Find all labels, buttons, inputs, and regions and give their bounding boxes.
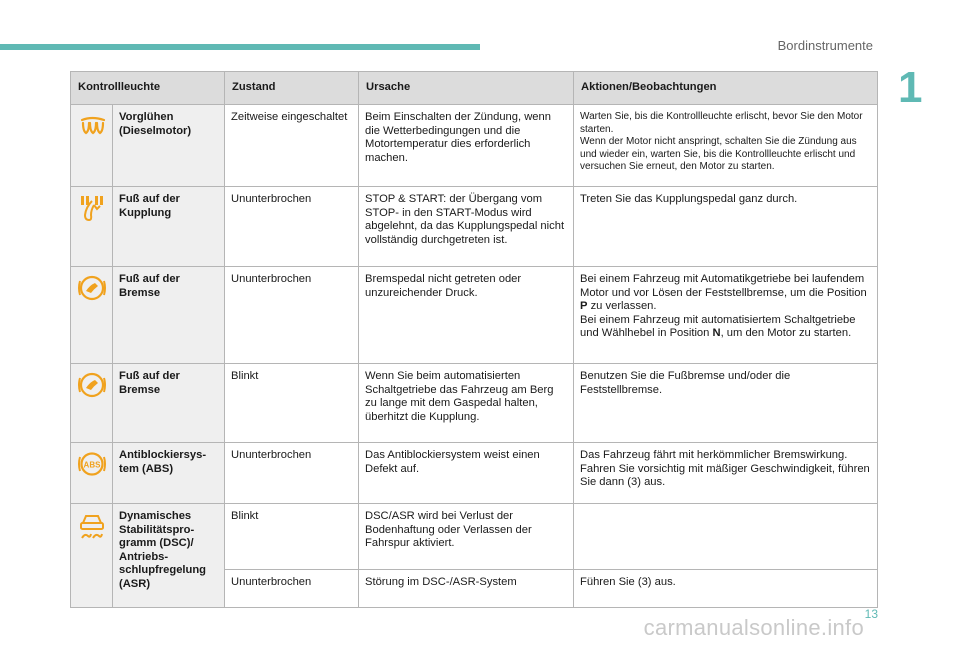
gear-position-p: P (580, 300, 588, 312)
table-row (71, 364, 878, 443)
action-text: Bei einem Fahrzeug mit Automatikgetriebe bei laufendem Motor und vor Lösen der Feststellbremse, um die Position (580, 273, 867, 299)
cause-cell: Bremspedal nicht getreten oder unzureichender Druck. (359, 267, 574, 364)
action-cell: Das Fahrzeug fährt mit herkömmlicher Bremswirkung. Fahren Sie vorsichtig mit mäßiger Geschwindigkeit, führen Sie dann (3) aus. (574, 443, 878, 504)
cause-cell: Störung im DSC-/ASR-System (359, 570, 574, 608)
icon-cell (71, 504, 113, 608)
state-cell: Ununterbrochen (225, 187, 359, 267)
icon-cell (71, 105, 113, 187)
table-row (71, 504, 878, 570)
header-accent-bar (0, 44, 480, 50)
page-number: 13 (864, 607, 878, 621)
icon-cell (71, 187, 113, 267)
table-row (71, 187, 878, 267)
table-row (71, 267, 878, 364)
cause-cell: Beim Einschalten der Zündung, wenn die Wetterbedingungen und die Motortemperatur dies erforderlich machen. (359, 105, 574, 187)
gear-position-n: N (712, 327, 721, 339)
chapter-number: 1 (898, 63, 923, 112)
warning-light-name: Fuß auf der Kupplung (113, 187, 225, 267)
brake-foot-icon (77, 370, 107, 400)
warning-light-name: Antiblockiersys-tem (ABS) (113, 443, 225, 504)
column-header-zustand: Zustand (225, 72, 359, 105)
warning-lights-table (70, 71, 878, 608)
action-cell: Warten Sie, bis die Kontrollleuchte erlischt, bevor Sie den Motor starten. Wenn der Motor nicht anspringt, schalten Sie die Zündung aus und wieder ein, warten Sie, bis die Kontrollleuchte erlischt und versuchen Sie erneut, den Motor zu starten. (574, 105, 878, 187)
column-header-ursache: Ursache (359, 72, 574, 105)
watermark: carmanualsonline.info (643, 615, 864, 640)
action-cell (574, 267, 878, 364)
cause-cell: STOP & START: der Übergang vom STOP- in den START-Modus wird abgelehnt, da das Kupplungspedal nicht vollständig durchgetreten ist. (359, 187, 574, 267)
glow-plug-icon (77, 111, 107, 141)
section-title: Bordinstrumente (777, 38, 873, 53)
action-text: , um den Motor zu starten. (720, 327, 852, 339)
table-row (71, 443, 878, 504)
action-text: zu verlassen. Bei einem Fahrzeug mit automatisiertem Schaltgetriebe und Wählhebel in Position (580, 300, 856, 339)
state-cell: Blinkt (225, 504, 359, 570)
icon-cell (71, 443, 113, 504)
brake-foot-icon (77, 273, 107, 303)
warning-light-name: Fuß auf der Bremse (113, 267, 225, 364)
state-cell: Zeitweise eingeschaltet (225, 105, 359, 187)
state-cell: Ununterbrochen (225, 267, 359, 364)
abs-icon (77, 449, 107, 479)
cause-cell: Das Antiblockiersystem weist einen Defekt auf. (359, 443, 574, 504)
column-header-aktionen: Aktionen/Beobachtungen (574, 72, 878, 105)
table-header-row (71, 72, 878, 105)
table-row (71, 105, 878, 187)
state-cell: Ununterbrochen (225, 570, 359, 608)
warning-light-name: Fuß auf der Bremse (113, 364, 225, 443)
action-cell (574, 504, 878, 570)
column-header-kontrollleuchte: Kontrollleuchte (71, 72, 225, 105)
clutch-foot-icon (77, 193, 107, 223)
cause-cell: DSC/ASR wird bei Verlust der Bodenhaftung oder Verlassen der Fahrspur aktiviert. (359, 504, 574, 570)
warning-light-name: Vorglühen (Dieselmotor) (113, 105, 225, 187)
action-cell: Treten Sie das Kupplungspedal ganz durch. (574, 187, 878, 267)
action-cell: Benutzen Sie die Fußbremse und/oder die Feststellbremse. (574, 364, 878, 443)
svg-text:ABS: ABS (83, 460, 101, 470)
icon-cell (71, 364, 113, 443)
action-cell: Führen Sie (3) aus. (574, 570, 878, 608)
warning-light-name: Dynamisches Stabilitätspro-gramm (DSC)/ Antriebs-schlupfregelung (ASR) (113, 504, 225, 608)
cause-cell: Wenn Sie beim automatisierten Schaltgetriebe das Fahrzeug am Berg zu lange mit dem Gaspedal halten, überhitzt die Kupplung. (359, 364, 574, 443)
stability-control-icon (77, 510, 107, 540)
state-cell: Blinkt (225, 364, 359, 443)
icon-cell (71, 267, 113, 364)
state-cell: Ununterbrochen (225, 443, 359, 504)
